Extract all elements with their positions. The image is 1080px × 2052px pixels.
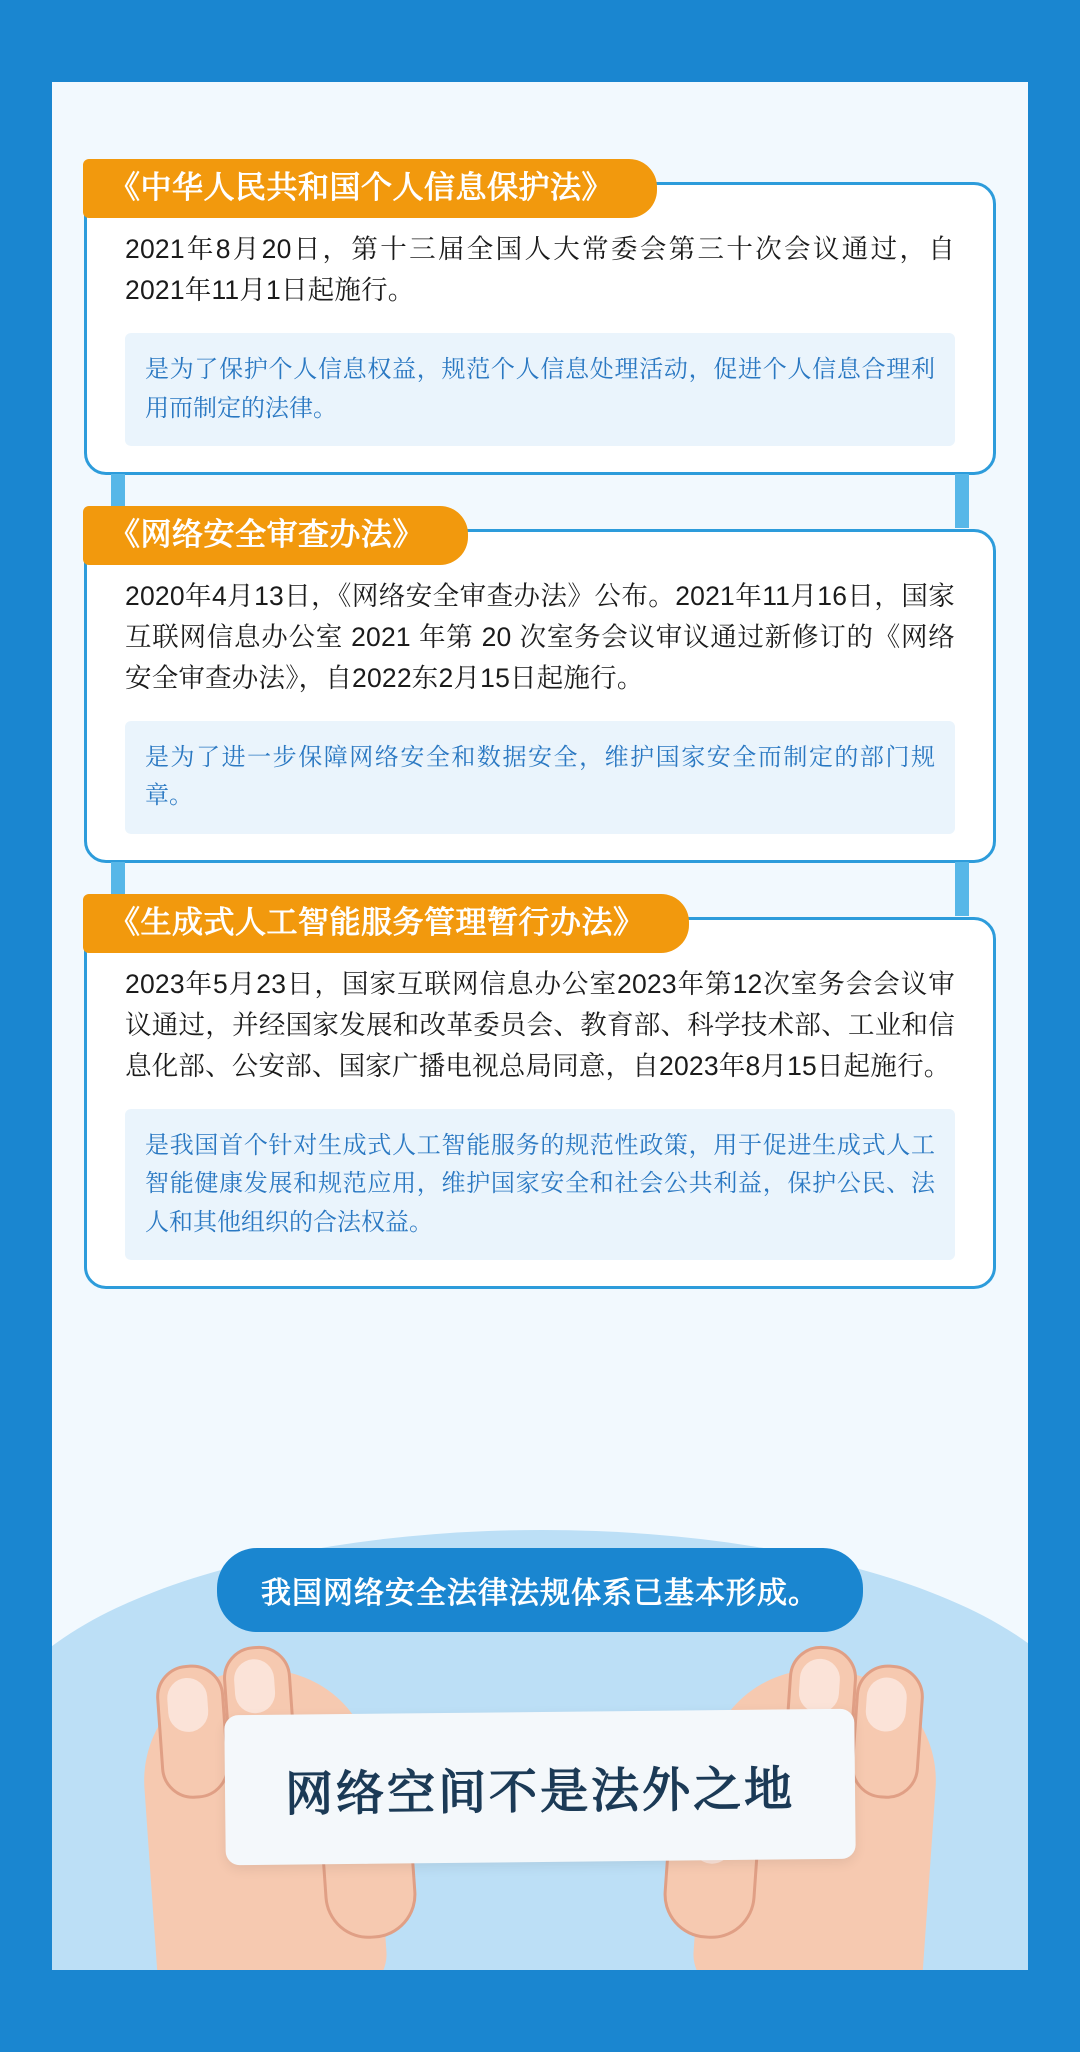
finger: [849, 1662, 926, 1800]
law-body: 2021年8月20日，第十三届全国人大常委会第三十次会议通过，自2021年11月1日起施行。: [125, 234, 955, 306]
fingernail: [864, 1676, 908, 1733]
held-sign: [224, 1709, 856, 1866]
connector-bar-right: [955, 862, 969, 916]
law-note: 是为了保护个人信息权益，规范个人信息处理活动，促进个人信息合理利用而制定的法律。: [125, 333, 955, 446]
bottom-illustration: [52, 1510, 1028, 1970]
law-title: 《生成式人工智能服务管理暂行办法》: [83, 894, 689, 953]
law-card: [84, 170, 996, 475]
poster-canvas: [52, 82, 1028, 1970]
summary-banner: 我国网络安全法律法规体系已基本形成。: [217, 1548, 863, 1632]
law-card-list: [84, 170, 996, 1289]
law-card: [84, 516, 996, 863]
fingernail: [798, 1657, 842, 1714]
law-card: [84, 904, 996, 1289]
law-body: 2023年5月23日，国家互联网信息办公室2023年第12次室务会会议审议通过，并经国家发展和改革委员会、教育部、科学技术部、工业和信息化部、公安部、国家广播电视总局同意，自2023年8月15日起施行。: [125, 968, 955, 1081]
fingernail: [233, 1658, 277, 1715]
law-note: 是我国首个针对生成式人工智能服务的规范性政策，用于促进生成式人工智能健康发展和规范应用，维护国家安全和社会公共利益，保护公民、法人和其他组织的合法权益。: [125, 1109, 955, 1260]
connector-bar-right: [955, 474, 969, 528]
law-title: 《中华人民共和国个人信息保护法》: [83, 159, 657, 218]
fingernail: [166, 1677, 210, 1734]
law-body: 2020年4月13日，《网络安全审查办法》公布。2021年11月16日，国家互联网信息办公室 2021 年第 20 次室务会议审议通过新修订的《网络安全审查办法》，自2022东2月15日起施行。: [125, 580, 955, 694]
finger: [154, 1662, 231, 1800]
law-note: 是为了进一步保障网络安全和数据安全，维护国家安全而制定的部门规章。: [125, 721, 955, 834]
hands-illustration: [52, 1600, 1028, 1970]
law-title: 《网络安全审查办法》: [83, 506, 468, 565]
sign-text: 网络空间不是法外之地: [284, 1762, 796, 1822]
